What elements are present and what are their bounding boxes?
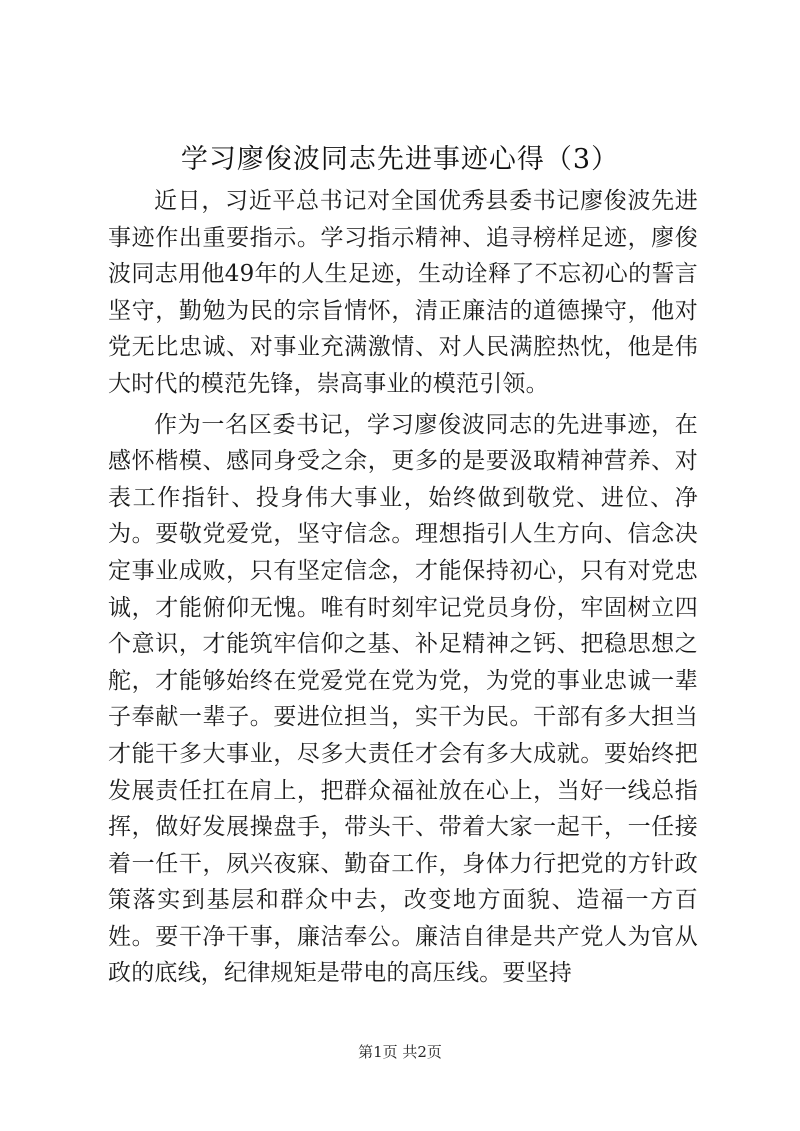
document-title: 学习廖俊波同志先进事迹心得（3） [180, 144, 620, 175]
page-footer [0, 1042, 800, 1062]
document-body [108, 183, 698, 992]
paragraph-1: 近日，习近平总书记对全国优秀县委书记廖俊波先进事迹作出重要指示。学习指示精神、追寻榜样足迹，廖俊波同志用他49年的人生足迹，生动诠释了不忘初心的誓言坚守，勤勉为民的宗旨情怀，清正廉洁的道德操守，他对党无比忠诚、对事业充满激情、对人民满腔热忱，他是伟大时代的模范先锋，崇高事业的模范引领。 [108, 188, 698, 397]
page-number-label: 第1页 共2页 [358, 1043, 442, 1061]
paragraph-2: 作为一名区委书记，学习廖俊波同志的先进事迹，在感怀楷模、感同身受之余，更多的是要汲取精神营养、对表工作指针、投身伟大事业，始终做到敬党、进位、净为。要敬党爱党，坚守信念。理想指引人生方向、信念决定事业成败，只有坚定信念，才能保持初心，只有对党忠诚，才能俯仰无愧。唯有时刻牢记党员身份，牢固树立四个意识，才能筑牢信仰之基、补足精神之钙、把稳思想之舵，才能够始终在党爱党在党为党，为党的事业忠诚一辈子奉献一辈子。要进位担当，实干为民。干部有多大担当才能干多大事业，尽多大责任才会有多大成就。要始终把发展责任扛在肩上，把群众福祉放在心上，当好一线总指挥，做好发展操盘手，带头干、带着大家一起干，一任接着一任干，夙兴夜寐、勤奋工作，身体力行把党的方针政策落实到基层和群众中去，改变地方面貌、造福一方百姓。要干净干事，廉洁奉公。廉洁自律是共产党人为官从政的底线，纪律规矩是带电的高压线。要坚持 [108, 411, 698, 987]
